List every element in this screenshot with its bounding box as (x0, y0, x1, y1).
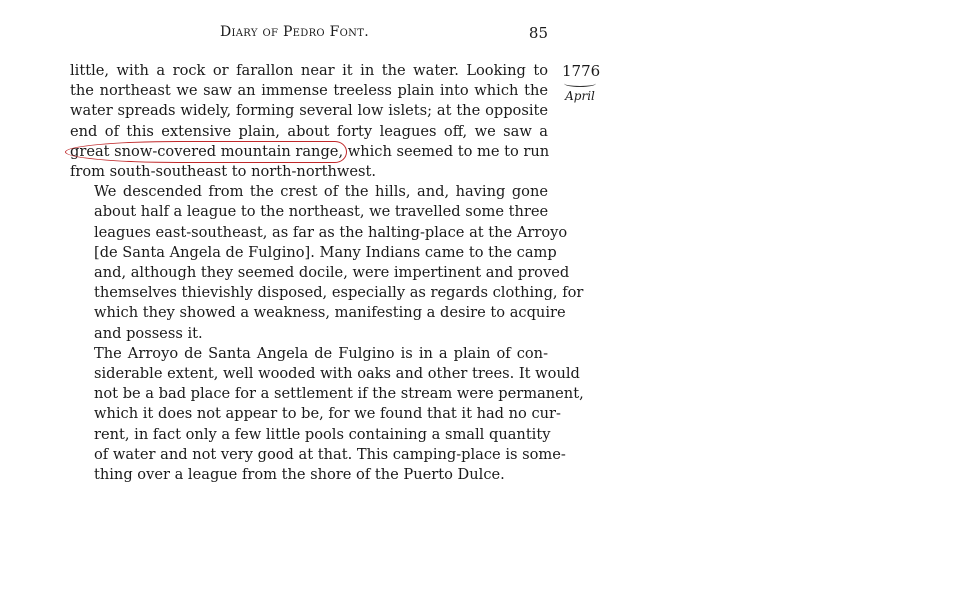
text-line: and, although they seemed docile, were impertinent and proved (94, 264, 570, 282)
text-line: of water and not very good at that. This camping-place is some- (94, 445, 566, 463)
text-line: rent, in fact only a few little pools containing a small quantity (94, 425, 551, 443)
running-head: Diary of Pedro Font. (220, 24, 369, 40)
paragraph-3 (70, 344, 584, 485)
paragraph-1 (70, 61, 548, 182)
text-line: water spreads widely, forming several low islets; at the opposite (70, 102, 548, 120)
margin-brace (564, 80, 596, 87)
text-line: siderable extent, well wooded with oaks and other trees. It would (94, 365, 580, 383)
text-line: We descended from the crest of the hills, and, having gone (94, 183, 548, 201)
page-header (70, 24, 550, 44)
text-fragment: which seemed to me to run (343, 142, 550, 160)
text-line: the northeast we saw an immense treeless plain into which the (70, 82, 548, 100)
margin-year: 1776 (562, 62, 601, 80)
text-line: thing over a league from the shore of the Puerto Dulce. (94, 466, 505, 484)
margin-date-note (562, 62, 601, 103)
text-line: leagues east-southeast, as far as the halting-place at the Arroyo (94, 223, 568, 241)
margin-month: April (565, 89, 595, 103)
page-number: 85 (528, 24, 548, 42)
text-line: The Arroyo de Santa Angela de Fulgino is in a plain of con- (94, 344, 548, 362)
text-line: little, with a rock or farallon near it in the water. Looking to (70, 62, 548, 79)
text-line: about half a league to the northeast, we travelled some three (94, 203, 549, 221)
text-line: themselves thievishly disposed, especially as regards clothing, for (94, 284, 584, 302)
highlighted-phrase: great snow-covered mountain range, (70, 142, 344, 160)
text-line: not be a bad place for a settlement if the stream were permanent, (94, 385, 584, 403)
text-line: which they showed a weakness, manifesting a desire to acquire (94, 304, 566, 322)
text-line: from south-southeast to north-northwest. (70, 163, 376, 181)
text-line (70, 142, 548, 162)
text-line: end of this extensive plain, about forty leagues off, we saw a (70, 122, 548, 140)
text-line: which it does not appear to be, for we found that it had no cur- (94, 405, 561, 423)
text-line: [de Santa Angela de Fulgino]. Many Indians came to the camp (94, 243, 557, 261)
paragraph-2 (70, 182, 584, 344)
text-line: and possess it. (94, 324, 203, 342)
